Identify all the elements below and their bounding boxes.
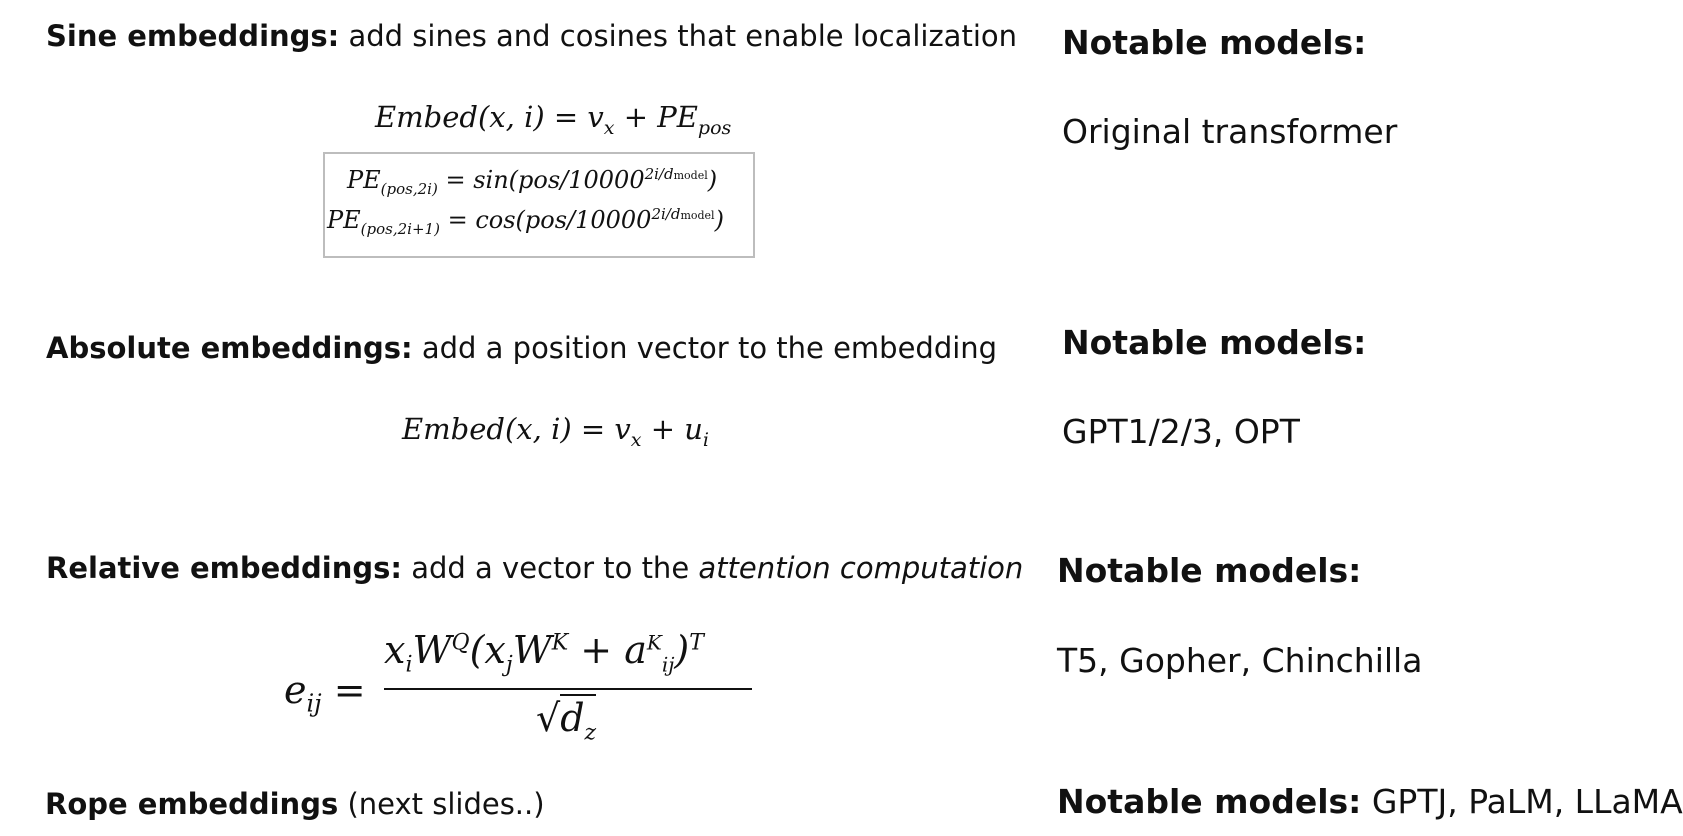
relative-lhs: $e_{ij}$ = — [284, 668, 366, 718]
sine-heading — [46, 18, 1017, 54]
sine-title: Sine embeddings: — [46, 19, 340, 53]
absolute-models-header: Notable models: — [1062, 323, 1367, 362]
absolute-description: add a position vector to the embedding — [421, 331, 998, 365]
rope-models-row — [1057, 782, 1683, 822]
absolute-heading — [46, 330, 997, 366]
pe-cos-line: $PE_{(pos,2i+1)} = \cos(pos/10000^{2i/dmodel})$ — [327, 205, 724, 238]
positional-encoding-box — [323, 152, 755, 258]
relative-description: add a vector to the — [411, 551, 690, 585]
sine-formula: Embed(x, $i) = v_x + PE_{pos}$ — [375, 100, 732, 139]
rope-models-header: Notable models: — [1057, 782, 1362, 821]
rope-title: Rope embeddings — [45, 787, 339, 821]
absolute-title: Absolute embeddings: — [46, 331, 413, 365]
relative-numerator: $x_iW^Q(x_jW^K + a^K_{ij})^T$ — [384, 628, 704, 678]
pe-sin-line: $PE_{(pos,2i)} = \sin(pos/10000^{2i/dmodel})$ — [347, 165, 718, 198]
absolute-models: GPT1/2/3, OPT — [1062, 412, 1300, 451]
absolute-formula: Embed(x, $i) = v_x + u_i$ — [402, 412, 709, 451]
rope-heading — [45, 786, 545, 822]
sine-models-header: Notable models: — [1062, 23, 1367, 62]
sine-models: Original transformer — [1062, 112, 1398, 151]
relative-denominator: $√d_z$ — [536, 696, 597, 746]
relative-models-header: Notable models: — [1057, 551, 1362, 590]
relative-models: T5, Gopher, Chinchilla — [1057, 641, 1423, 680]
relative-title: Relative embeddings: — [46, 551, 403, 585]
sine-description: add sines and cosines that enable localization — [348, 19, 1018, 53]
rope-models: GPTJ, PaLM, LLaMA — [1371, 782, 1683, 821]
rope-description: (next slides..) — [347, 787, 545, 821]
fraction-bar — [384, 688, 752, 690]
relative-heading — [46, 550, 1023, 586]
relative-description-italic: attention computation — [698, 551, 1024, 585]
